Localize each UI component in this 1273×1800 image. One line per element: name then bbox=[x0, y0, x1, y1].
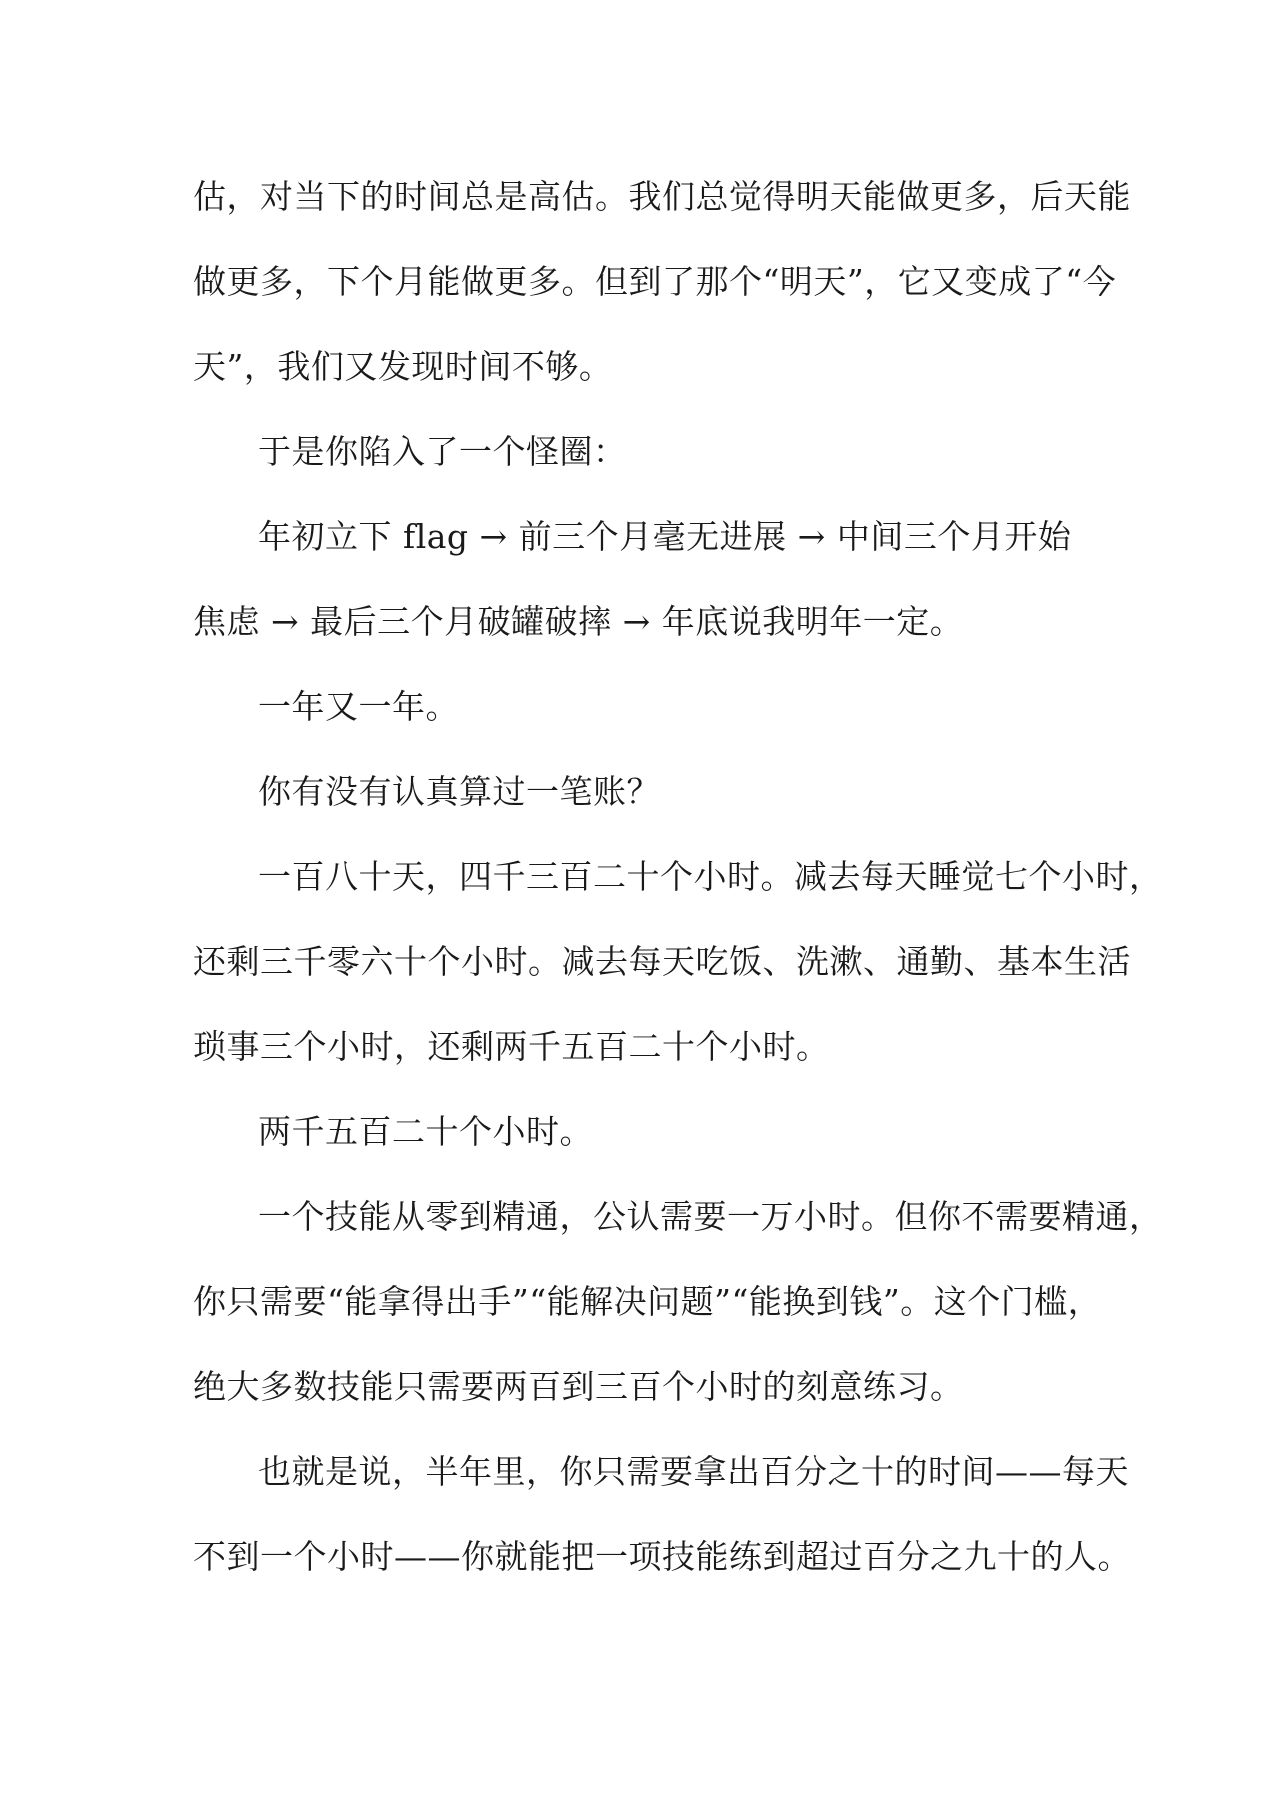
text-line: 两千五百二十个小时。 bbox=[258, 1112, 593, 1151]
text-line: 年初立下 flag → 前三个月毫无进展 → 中间三个月开始 bbox=[258, 517, 1072, 556]
text-line: 绝大多数技能只需要两百到三百个小时的刻意练习。 bbox=[193, 1367, 964, 1406]
text-line: 焦虑 → 最后三个月破罐破摔 → 年底说我明年一定。 bbox=[193, 602, 964, 641]
text-line: 做更多，下个月能做更多。但到了那个“明天”，它又变成了“今 bbox=[193, 262, 1117, 301]
text-line: 一百八十天，四千三百二十个小时。减去每天睡觉七个小时， bbox=[258, 857, 1163, 896]
text-line: 你只需要“能拿得出手”“能解决问题”“能换到钱”。这个门槛， bbox=[193, 1282, 1102, 1321]
text-line: 还剩三千零六十个小时。减去每天吃饭、洗漱、通勤、基本生活 bbox=[193, 942, 1131, 981]
text-line: 也就是说，半年里，你只需要拿出百分之十的时间——每天 bbox=[258, 1452, 1129, 1491]
text-line: 一年又一年。 bbox=[258, 687, 459, 726]
text-line: 一个技能从零到精通，公认需要一万小时。但你不需要精通， bbox=[258, 1197, 1163, 1236]
text-line: 天”，我们又发现时间不够。 bbox=[193, 347, 613, 386]
text-line: 估，对当下的时间总是高估。我们总觉得明天能做更多，后天能 bbox=[193, 177, 1131, 216]
text-line: 琐事三个小时，还剩两千五百二十个小时。 bbox=[193, 1027, 830, 1066]
text-line: 你有没有认真算过一笔账？ bbox=[258, 772, 660, 811]
text-line: 于是你陷入了一个怪圈： bbox=[258, 432, 627, 471]
text-line: 不到一个小时——你就能把一项技能练到超过百分之九十的人。 bbox=[193, 1537, 1131, 1576]
